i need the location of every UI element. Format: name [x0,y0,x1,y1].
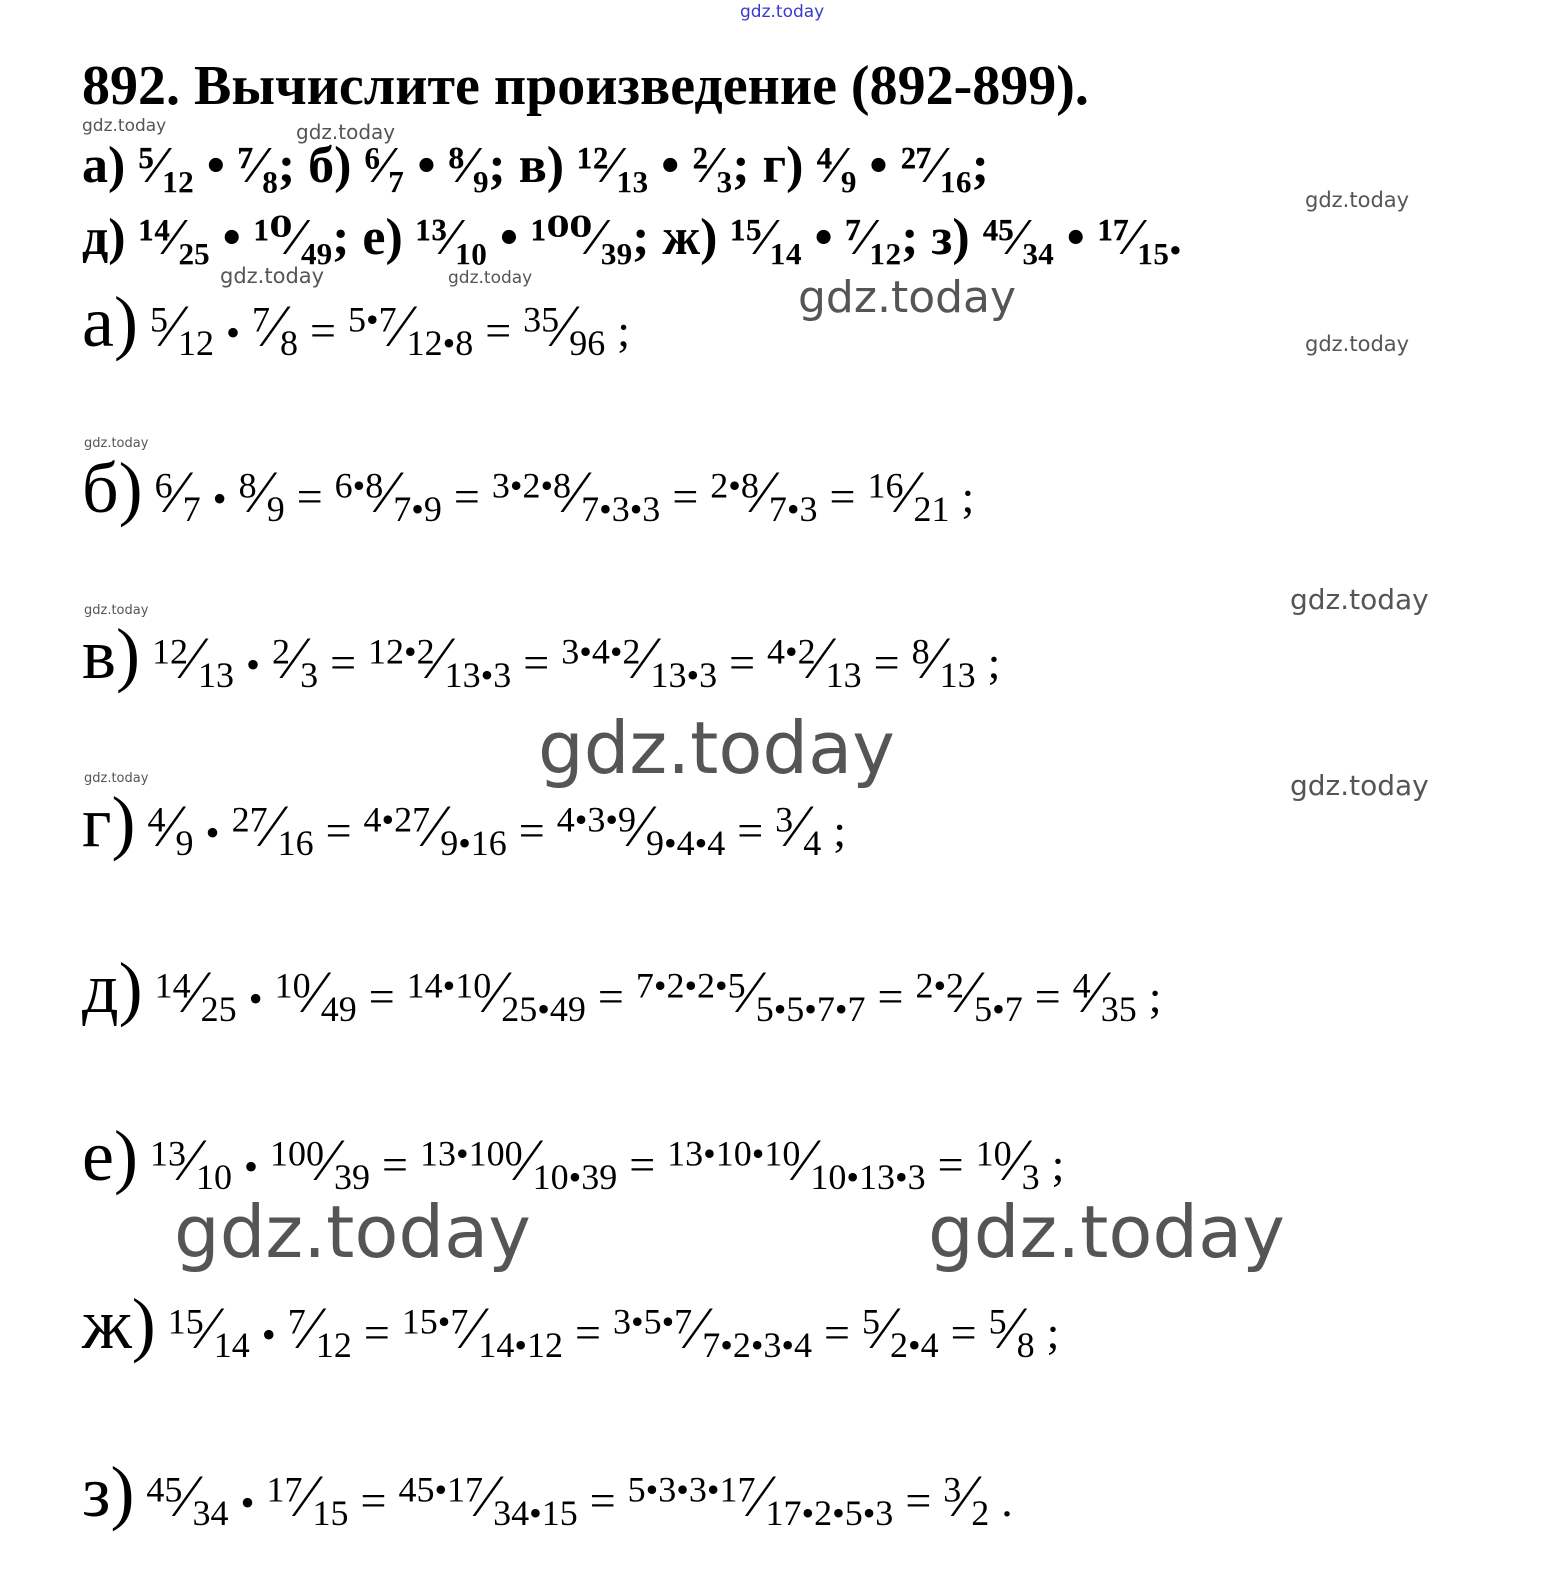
denominator: 3 [1021,1157,1040,1197]
denominator: 9•16 [440,823,507,863]
equals-sign: = [672,471,699,522]
fraction-slash: ⁄ [290,625,301,691]
numerator: 4•3•9 [556,799,636,840]
watermark: gdz.today [82,116,167,136]
denominator: 8 [280,323,299,363]
end-punctuation: ; [1051,1139,1065,1190]
equals-sign: = [905,1475,932,1526]
solution-row-b [82,448,986,529]
end-punctuation: . [1001,1475,1013,1526]
solution-row-g [82,782,858,863]
solution-row-z [82,1452,1025,1533]
fraction [238,459,285,529]
fraction-slash: ⁄ [190,959,201,1025]
fraction-slash: ⁄ [165,793,176,859]
equals-sign: = [363,1307,390,1358]
denominator: 2•4 [890,1325,939,1365]
watermark: gdz.today [1290,583,1429,616]
numerator: 17 [266,1469,303,1510]
fraction-slash: ⁄ [1006,1295,1017,1361]
fraction-slash: ⁄ [185,1127,196,1193]
equals-sign: = [310,305,336,356]
denominator: 12 [177,323,214,363]
numerator: 2 [272,631,291,672]
task-list-line-2: д) ¹⁴⁄₂₅ • ¹⁰⁄₄₉; е) ¹³⁄₁₀ • ¹⁰⁰⁄₃₉; ж) ¹⁵⁄₁₄ • ⁷⁄₁₂; з) ⁴⁵⁄₃₄ • ¹⁷⁄₁₅. [82,209,1182,266]
fraction [231,793,314,863]
end-punctuation: ; [1148,971,1162,1022]
end-punctuation: ; [617,305,630,356]
watermark: gdz.today [1305,332,1410,356]
fraction-slash: ⁄ [815,625,826,691]
denominator: 9 [175,823,194,863]
denominator: 34 [192,1493,229,1533]
solution-row-e [82,1116,1076,1197]
denominator: 14 [213,1325,250,1365]
numerator: 16 [867,465,904,506]
fraction [401,1295,564,1365]
equals-sign: = [523,637,550,688]
fraction-slash: ⁄ [396,293,407,359]
numerator: 12 [151,631,188,672]
fraction-slash: ⁄ [167,293,178,359]
item-label: е) [82,1116,138,1196]
denominator: 13 [939,655,976,695]
solution-row-a [82,282,642,363]
fraction [287,1295,352,1365]
watermark: gdz.today [84,603,149,618]
watermark: gdz.today [798,272,1017,323]
fraction-slash: ⁄ [571,459,582,525]
fraction [274,959,357,1029]
fraction [154,959,237,1029]
numerator: 13 [149,1133,186,1174]
equals-sign: = [330,637,357,688]
numerator: 2•8 [710,465,759,506]
numerator: 13•100 [419,1133,523,1174]
solution-row-d [82,948,1173,1029]
numerator: 2•2 [915,965,965,1006]
denominator: 5•5•7•7 [755,989,866,1029]
task-list-line-1: а) ⁵⁄₁₂ • ⁷⁄₈; б) ⁶⁄₇ • ⁸⁄₉; в) ¹²⁄₁₃ • ²⁄₃; г) ⁴⁄₉ • ²⁷⁄₁₆; [82,137,989,194]
numerator: 3 [775,799,794,840]
denominator: 34•15 [493,1493,578,1533]
numerator: 5•7 [347,299,397,340]
denominator: 10•13•3 [810,1157,926,1197]
denominator: 39 [334,1157,371,1197]
equals-sign: = [950,1307,977,1358]
numerator: 3 [943,1469,962,1510]
fraction [523,293,606,363]
fraction [419,1127,618,1197]
multiply-dot: • [261,1312,276,1357]
fraction-slash: ⁄ [745,959,756,1025]
equals-sign: = [873,637,900,688]
fraction [975,1127,1040,1197]
equals-sign: = [453,471,480,522]
numerator: 5 [149,299,168,340]
fraction-slash: ⁄ [793,793,804,859]
solution-row-v [82,614,1012,695]
item-label: ж) [82,1284,156,1364]
fraction [334,459,442,529]
numerator: 45•17 [398,1469,484,1510]
numerator: 5 [861,1301,880,1342]
denominator: 12 [315,1325,352,1365]
fraction [398,1463,578,1533]
fraction [775,793,822,863]
equals-sign: = [325,805,352,856]
numerator: 4 [147,799,166,840]
fraction-slash: ⁄ [310,959,321,1025]
fraction-slash: ⁄ [269,293,281,359]
equals-sign: = [829,471,856,522]
equals-sign: = [360,1475,387,1526]
watermark: gdz.today [740,2,825,22]
denominator: 16 [277,823,314,863]
watermark: gdz.today [174,1190,531,1274]
numerator: 4•2 [767,631,816,672]
fraction [151,625,235,695]
numerator: 15•7 [401,1301,469,1342]
equals-sign: = [629,1139,656,1190]
fraction [146,1463,229,1533]
numerator: 4 [1072,965,1091,1006]
numerator: 8 [238,465,257,506]
fraction [269,1127,371,1197]
fraction [861,1295,939,1365]
numerator: 8 [911,631,930,672]
item-label: б) [82,448,143,528]
watermark: gdz.today [84,436,149,451]
fraction [272,625,319,695]
denominator: 3 [300,655,319,695]
denominator: 14•12 [478,1325,564,1365]
fraction [251,293,299,363]
numerator: 27 [231,799,268,840]
equals-sign: = [597,971,624,1022]
fraction-slash: ⁄ [468,1295,479,1361]
numerator: 14•10 [406,965,492,1006]
numerator: 10 [274,965,311,1006]
numerator: 10 [975,1133,1012,1174]
fraction [154,459,201,529]
equals-sign: = [518,805,545,856]
fraction [491,459,661,529]
equals-sign: = [296,471,323,522]
end-punctuation: ; [1046,1307,1060,1358]
equals-sign: = [737,805,764,856]
fraction-slash: ⁄ [758,459,769,525]
numerator: 12•2 [368,631,435,672]
denominator: 4 [803,823,822,863]
numerator: 4•27 [363,799,431,840]
equals-sign: = [368,971,395,1022]
numerator: 7•2•2•5 [635,965,746,1006]
denominator: 7•3•3 [581,489,661,529]
equals-sign: = [485,305,512,356]
fraction [988,1295,1035,1365]
watermark: gdz.today [448,268,533,288]
fraction-slash: ⁄ [172,459,183,525]
fraction-slash: ⁄ [1090,959,1101,1025]
fraction-slash: ⁄ [879,1295,891,1361]
fraction-slash: ⁄ [434,625,445,691]
denominator: 15 [312,1493,349,1533]
denominator: 49 [320,989,357,1029]
fraction [149,1127,232,1197]
denominator: 13 [198,655,235,695]
fraction [363,793,507,863]
end-punctuation: ; [833,805,846,856]
watermark: gdz.today [1305,188,1410,212]
fraction [867,459,950,529]
denominator: 9 [266,489,285,529]
solution-row-zh [82,1284,1071,1365]
watermark: gdz.today [296,120,396,144]
page-title: 892. Вычислите произведение (892-899). [82,55,1089,117]
fraction [627,1463,894,1533]
item-label: г) [82,782,136,862]
fraction-slash: ⁄ [755,1463,766,1529]
fraction [167,1295,250,1365]
numerator: 15 [167,1301,204,1342]
denominator: 25 [200,989,237,1029]
fraction-slash: ⁄ [182,1463,193,1529]
numerator: 7 [287,1301,306,1342]
fraction [943,1463,990,1533]
fraction-slash: ⁄ [559,293,570,359]
denominator: 5•7 [974,989,1023,1029]
fraction-slash: ⁄ [256,459,267,525]
watermark: gdz.today [1290,769,1429,802]
multiply-dot: • [225,310,240,355]
multiply-dot: • [205,810,220,855]
equals-sign: = [589,1475,616,1526]
denominator: 7 [182,489,201,529]
fraction-slash: ⁄ [305,1295,316,1361]
fraction-slash: ⁄ [692,1295,703,1361]
equals-sign: = [877,971,904,1022]
fraction-slash: ⁄ [430,793,441,859]
fraction [767,625,862,695]
fraction-slash: ⁄ [491,959,502,1025]
item-label: а) [82,282,138,362]
denominator: 13 [825,655,862,695]
fraction [406,959,586,1029]
denominator: 7•9 [393,489,442,529]
fraction-slash: ⁄ [929,625,940,691]
denominator: 13•3 [444,655,512,695]
watermark: gdz.today [84,771,149,786]
fraction-slash: ⁄ [635,793,646,859]
denominator: 9•4•4 [646,823,726,863]
fraction-slash: ⁄ [302,1463,313,1529]
numerator: 3•2•8 [491,465,572,506]
fraction [347,293,474,363]
numerator: 6•8 [334,465,384,506]
multiply-dot: • [240,1480,255,1525]
fraction [266,1463,349,1533]
item-label: д) [82,948,143,1028]
numerator: 6 [154,465,173,506]
fraction [915,959,1023,1029]
denominator: 17•2•5•3 [765,1493,894,1533]
numerator: 35 [523,299,560,340]
equals-sign: = [937,1139,964,1190]
denominator: 35 [1100,989,1137,1029]
end-punctuation: ; [961,471,975,522]
fraction [561,625,718,695]
equals-sign: = [1034,971,1061,1022]
equals-sign: = [575,1307,601,1358]
fraction [635,959,866,1029]
numerator: 7 [251,299,270,340]
fraction [147,793,194,863]
multiply-dot: • [246,642,261,687]
fraction-slash: ⁄ [323,1127,335,1193]
numerator: 5 [988,1301,1007,1342]
denominator: 10 [195,1157,232,1197]
equals-sign: = [729,637,756,688]
numerator: 5•3•3•17 [627,1469,756,1510]
denominator: 12•8 [406,323,474,363]
fraction-slash: ⁄ [800,1127,811,1193]
fraction [667,1127,926,1197]
multiply-dot: • [212,476,227,521]
numerator: 13•10•10 [667,1133,801,1174]
fraction-slash: ⁄ [964,959,975,1025]
denominator: 25•49 [501,989,586,1029]
fraction-slash: ⁄ [961,1463,972,1529]
denominator: 2 [971,1493,990,1533]
fraction-slash: ⁄ [522,1127,533,1193]
item-label: з) [82,1452,135,1532]
fraction-slash: ⁄ [640,625,651,691]
denominator: 7•3 [768,489,818,529]
fraction [556,793,726,863]
fraction-slash: ⁄ [903,459,914,525]
denominator: 10•39 [532,1157,618,1197]
multiply-dot: • [243,1144,258,1189]
numerator: 3•4•2 [561,631,641,672]
end-punctuation: ; [987,637,1001,688]
fraction-slash: ⁄ [483,1463,494,1529]
equals-sign: = [824,1307,850,1358]
denominator: 7•2•3•4 [702,1325,813,1365]
numerator: 45 [146,1469,183,1510]
fraction-slash: ⁄ [383,459,394,525]
denominator: 21 [913,489,950,529]
denominator: 13•3 [650,655,718,695]
denominator: 96 [569,323,606,363]
fraction-slash: ⁄ [267,793,278,859]
numerator: 14 [154,965,191,1006]
fraction-slash: ⁄ [203,1295,214,1361]
watermark: gdz.today [220,264,325,288]
numerator: 100 [269,1133,324,1174]
fraction-slash: ⁄ [187,625,199,691]
item-label: в) [82,614,140,694]
multiply-dot: • [248,976,263,1021]
watermark: gdz.today [538,706,895,790]
fraction [1072,959,1137,1029]
fraction [710,459,818,529]
numerator: 3•5•7 [612,1301,693,1342]
equals-sign: = [382,1139,408,1190]
fraction [911,625,976,695]
fraction-slash: ⁄ [1011,1127,1022,1193]
fraction [149,293,214,363]
watermark: gdz.today [928,1190,1285,1274]
denominator: 8 [1016,1325,1035,1365]
fraction [368,625,512,695]
fraction [612,1295,813,1365]
